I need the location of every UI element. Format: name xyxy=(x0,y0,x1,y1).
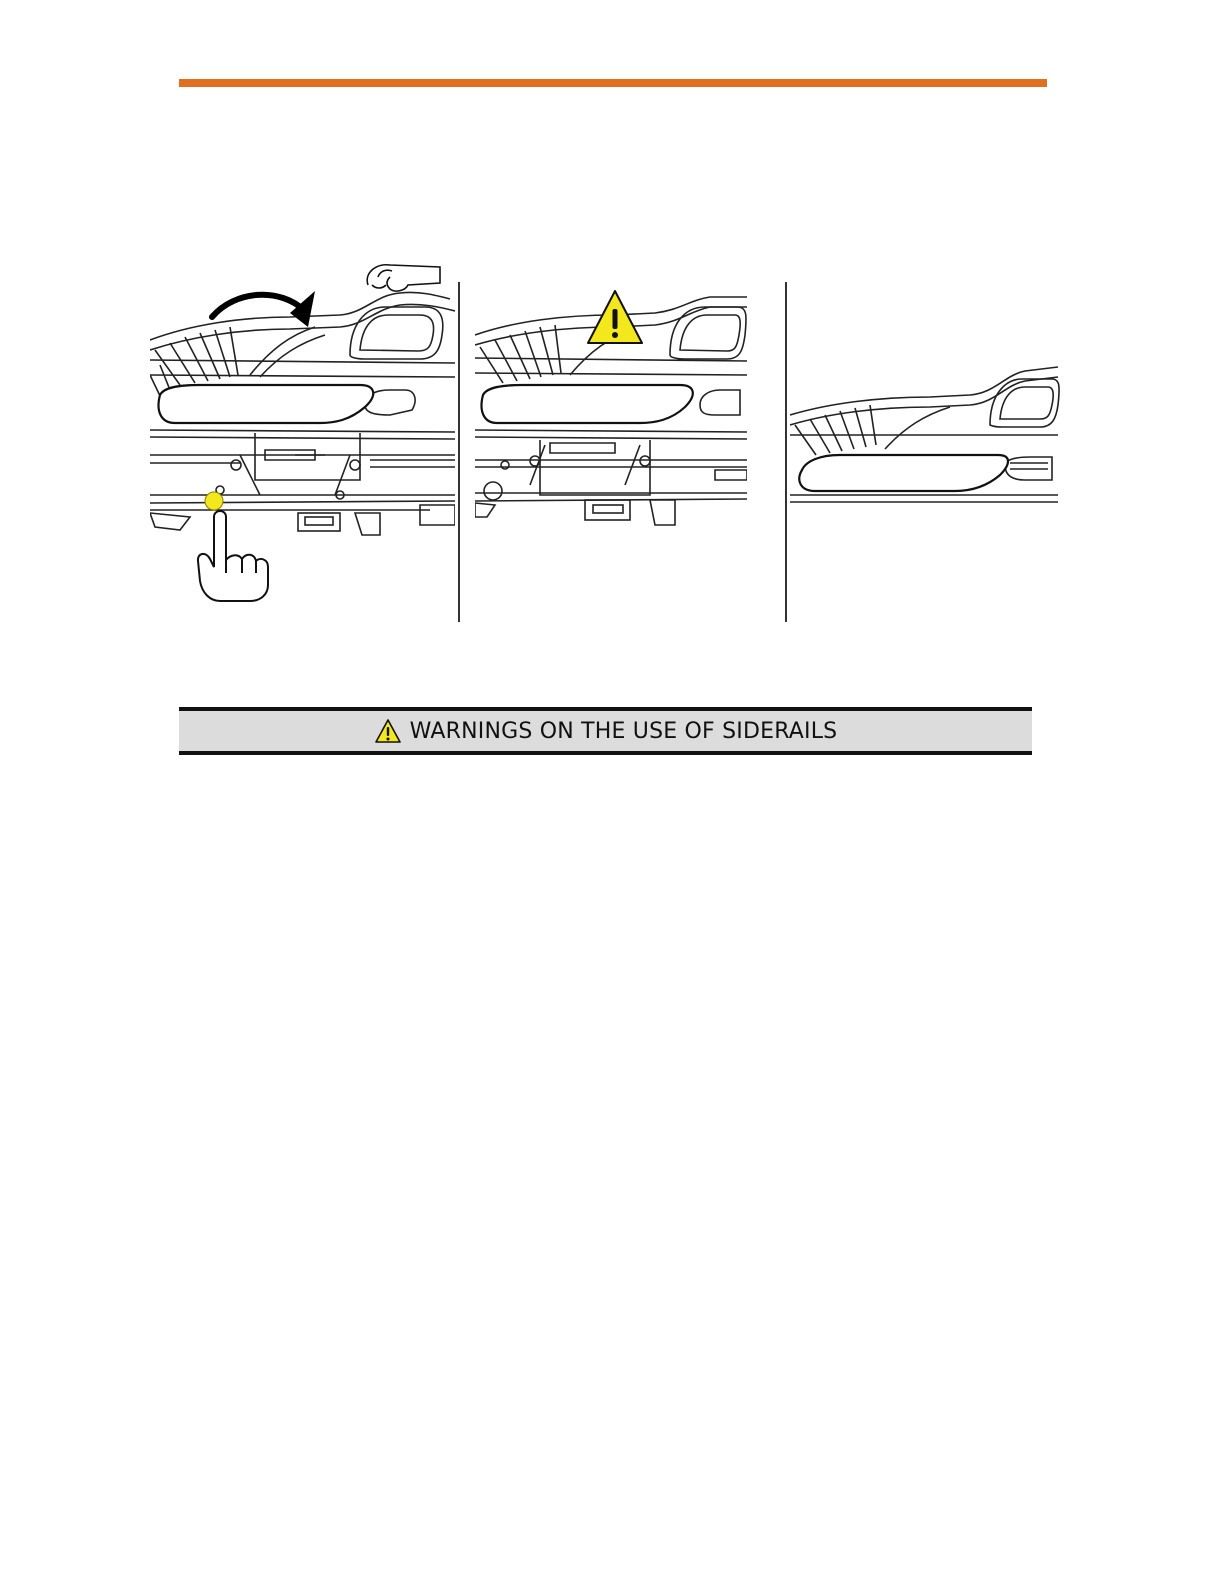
siderail-figure xyxy=(150,255,1065,625)
figure-panel-release xyxy=(150,255,455,625)
warning-triangle-icon xyxy=(374,718,402,744)
hand-grab-icon xyxy=(367,265,440,291)
figure-panel-lowered xyxy=(790,255,1062,625)
pointing-hand-icon xyxy=(198,511,268,601)
figure-panel-warning xyxy=(475,255,747,625)
panel-divider xyxy=(458,282,460,622)
panel-divider xyxy=(785,282,787,622)
warning-triangle-icon xyxy=(588,291,642,343)
warnings-section-title: WARNINGS ON THE USE OF SIDERAILS xyxy=(409,718,838,744)
header-rule xyxy=(179,79,1047,87)
warnings-section-header xyxy=(179,707,1032,755)
release-point-icon xyxy=(205,492,223,510)
